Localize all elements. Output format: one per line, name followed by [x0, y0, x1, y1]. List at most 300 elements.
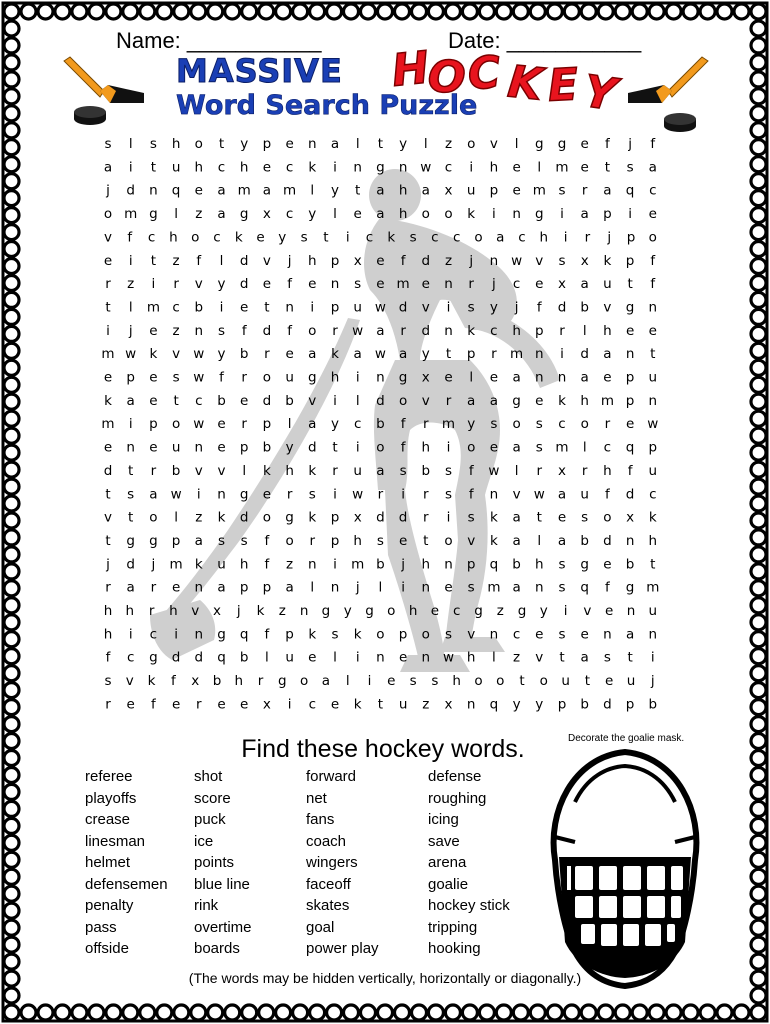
grid-letter: h [489, 159, 499, 176]
border-scallop [683, 1005, 698, 1020]
grid-letter: s [127, 486, 135, 503]
grid-letter: a [398, 346, 408, 363]
border-scallop [157, 1005, 172, 1020]
border-scallop [496, 1005, 511, 1020]
grid-letter: o [444, 533, 453, 549]
grid-letter: p [149, 416, 158, 433]
grid-letter: j [355, 579, 360, 596]
grid-letter: a [217, 579, 226, 596]
grid-letter: k [149, 346, 158, 363]
grid-letter: i [355, 369, 360, 386]
grid-letter: f [468, 462, 474, 479]
grid-letter: c [213, 229, 221, 246]
grid-letter: w [374, 346, 386, 363]
grid-letter: y [308, 206, 317, 223]
grid-letter: c [518, 229, 526, 246]
grid-letter: d [239, 252, 249, 269]
grid-letter: r [148, 603, 155, 619]
grid-letter: g [126, 533, 135, 549]
grid-letter: k [147, 673, 156, 690]
grid-letter: h [171, 136, 181, 152]
word-list-item: score [194, 789, 231, 807]
grid-letter: m [283, 182, 297, 199]
grid-letter: b [376, 416, 385, 433]
grid-letter: d [262, 392, 272, 409]
grid-letter: a [103, 159, 113, 176]
grid-letter: n [421, 649, 431, 666]
border-scallop [4, 937, 19, 952]
grid-letter: u [217, 556, 226, 573]
grid-letter: t [332, 439, 338, 456]
footer-instructions: (The words may be hidden vertically, horizontally or diagonally.) [188, 970, 582, 986]
grid-letter: h [285, 462, 294, 479]
border-scallop [717, 1005, 732, 1020]
grid-letter: k [353, 626, 362, 643]
grid-letter: d [603, 533, 612, 549]
grid-letter: r [423, 509, 429, 526]
grid-letter: n [625, 346, 635, 363]
grid-letter: l [423, 136, 428, 152]
grid-letter: i [563, 603, 568, 619]
border-scallop [293, 1005, 308, 1020]
grid-letter: s [558, 182, 566, 199]
grid-letter: i [128, 416, 133, 433]
grid-letter: o [580, 416, 589, 433]
border-scallop [361, 1005, 376, 1020]
grid-letter: e [353, 206, 362, 223]
grid-letter: j [128, 322, 133, 339]
grid-letter: c [431, 229, 439, 246]
word-list-column-1 [85, 766, 168, 960]
grid-letter: n [330, 276, 340, 293]
border-scallop [751, 1005, 766, 1020]
border-scallop [462, 1005, 477, 1020]
grid-letter: h [421, 439, 431, 456]
grid-letter: d [194, 649, 204, 666]
grid-letter: l [537, 159, 542, 176]
border-scallop [225, 1005, 240, 1020]
grid-letter: u [580, 486, 589, 503]
grid-letter: y [331, 416, 339, 433]
grid-letter: o [103, 206, 113, 223]
grid-letter: d [239, 509, 249, 526]
border-scallop [4, 988, 19, 1003]
grid-letter: i [355, 649, 360, 666]
grid-letter: h [648, 533, 658, 549]
grid-letter: p [262, 136, 272, 152]
grid-letter: a [648, 159, 657, 176]
grid-letter: i [333, 392, 337, 409]
grid-letter: r [173, 276, 179, 293]
grid-letter: h [398, 206, 408, 223]
grid-letter: p [285, 626, 294, 643]
grid-letter: v [421, 299, 430, 316]
grid-letter: p [126, 369, 135, 386]
grid-letter: a [262, 182, 272, 199]
grid-letter: r [581, 462, 588, 479]
grid-letter: k [467, 206, 476, 223]
grid-letter: m [532, 182, 546, 199]
grid-letter: u [398, 696, 408, 713]
grid-letter: o [444, 206, 453, 223]
grid-letter: p [625, 252, 635, 269]
grid-letter: a [126, 392, 135, 409]
grid-letter: c [195, 392, 203, 409]
grid-letter: f [264, 556, 270, 573]
grid-letter: a [376, 462, 385, 479]
grid-letter: j [607, 229, 612, 246]
grid-letter: h [539, 229, 549, 246]
border-scallop [140, 1005, 155, 1020]
grid-letter: l [514, 136, 519, 152]
grid-letter: u [648, 462, 658, 479]
grid-letter: e [217, 696, 226, 713]
grid-letter: d [557, 299, 567, 316]
grid-letter: v [172, 346, 181, 363]
grid-letter: b [239, 649, 249, 666]
grid-letter: i [333, 556, 337, 573]
grid-letter: h [603, 322, 612, 339]
grid-letter: s [104, 673, 112, 690]
grid-letter: m [101, 346, 115, 363]
border-scallop [395, 1005, 410, 1020]
grid-letter: w [193, 416, 205, 433]
grid-letter: r [286, 486, 293, 503]
border-scallop [174, 1005, 189, 1020]
grid-letter: f [468, 486, 474, 503]
grid-letter: s [240, 533, 248, 549]
grid-letter: z [172, 322, 180, 339]
grid-letter: n [444, 322, 453, 339]
grid-letter: v [467, 533, 476, 549]
border-scallop [4, 818, 19, 833]
grid-letter: s [444, 626, 453, 643]
grid-letter: n [489, 626, 499, 643]
grid-letter: g [217, 626, 226, 643]
grid-letter: e [376, 252, 385, 269]
grid-letter: e [217, 439, 226, 456]
title-hockey-letter: Y [580, 66, 620, 121]
border-scallop [4, 784, 19, 799]
grid-letter: r [377, 486, 384, 503]
word-list-item: referee [85, 768, 133, 785]
grid-letter: a [512, 533, 521, 549]
grid-letter: h [239, 159, 249, 176]
grid-letter: e [376, 276, 385, 293]
grid-letter: l [265, 649, 269, 666]
grid-letter: e [285, 136, 294, 152]
grid-letter: a [489, 392, 499, 409]
grid-letter: h [580, 392, 589, 409]
title-hockey-letter: E [546, 59, 580, 112]
grid-letter: s [409, 673, 417, 690]
grid-letter: a [512, 509, 521, 526]
border-scallop [598, 1005, 613, 1020]
grid-letter: d [171, 649, 181, 666]
grid-letter: c [365, 229, 374, 246]
border-scallop [327, 1005, 342, 1020]
border-scallop [4, 1005, 19, 1020]
grid-letter: c [512, 276, 521, 293]
grid-letter: o [603, 509, 612, 526]
grid-letter: l [537, 533, 542, 549]
border-scallop [751, 903, 766, 918]
grid-letter: n [308, 136, 317, 152]
grid-letter: p [330, 252, 340, 269]
grid-letter: u [285, 369, 294, 386]
grid-letter: e [648, 206, 657, 223]
grid-letter: l [469, 369, 474, 386]
border-scallop [344, 1005, 359, 1020]
grid-letter: j [236, 603, 241, 619]
grid-letter: m [351, 556, 365, 573]
grid-letter: e [625, 416, 635, 433]
grid-letter: k [387, 229, 396, 246]
grid-letter: t [323, 229, 329, 246]
grid-letter: z [278, 603, 286, 619]
border-scallop [564, 1005, 579, 1020]
grid-letter: y [331, 182, 339, 199]
grid-letter: w [125, 346, 137, 363]
grid-letter: i [345, 229, 350, 246]
grid-letter: j [287, 252, 292, 269]
grid-letter: a [353, 346, 362, 363]
grid-letter: f [151, 696, 156, 713]
word-list-item: blue line [194, 875, 250, 893]
grid-letter: t [519, 673, 525, 690]
grid-letter: a [557, 486, 567, 503]
grid-letter: e [171, 696, 181, 713]
grid-letter: l [378, 579, 383, 596]
grid-letter: p [398, 626, 408, 643]
grid-letter: i [174, 626, 178, 643]
grid-letter: h [234, 673, 244, 690]
word-list-item: ice [194, 832, 214, 850]
grid-letter: a [149, 486, 158, 503]
grid-letter: f [605, 486, 610, 503]
grid-letter: g [625, 299, 635, 316]
border-scallop [530, 1005, 545, 1020]
grid-letter: j [514, 299, 519, 316]
grid-letter: a [308, 346, 317, 363]
grid-letter: a [496, 229, 505, 246]
word-list-item: offside [85, 940, 129, 957]
grid-letter: g [535, 136, 544, 152]
grid-letter: o [421, 626, 430, 643]
grid-letter: c [149, 626, 158, 643]
grid-letter: b [512, 556, 521, 573]
grid-letter: p [625, 392, 635, 409]
border-scallop [259, 1005, 274, 1020]
border-scallop [4, 869, 19, 884]
grid-letter: m [396, 276, 410, 293]
grid-letter: t [128, 509, 134, 526]
border-scallop [734, 1005, 749, 1020]
grid-letter: e [103, 439, 113, 456]
grid-letter: y [343, 603, 352, 619]
grid-letter: t [650, 346, 656, 363]
grid-letter: m [646, 579, 660, 596]
grid-letter: e [126, 696, 135, 713]
word-list-item: forward [306, 768, 357, 785]
grid-letter: i [650, 649, 655, 666]
grid-letter: y [467, 416, 476, 433]
border-scallop [615, 1005, 630, 1020]
grid-letter: e [149, 439, 158, 456]
grid-letter: h [421, 556, 431, 573]
grid-letter: n [648, 392, 658, 409]
grid-letter: e [171, 579, 181, 596]
grid-letter: r [150, 579, 157, 596]
grid-letter: t [128, 462, 134, 479]
grid-letter: m [441, 416, 456, 433]
grid-letter: f [241, 322, 247, 339]
grid-letter: h [308, 252, 317, 269]
grid-letter: u [285, 649, 294, 666]
grid-letter: e [648, 322, 657, 339]
grid-letter: h [194, 159, 204, 176]
grid-letter: c [172, 299, 180, 316]
grid-letter: t [218, 136, 225, 152]
grid-letter: y [217, 276, 226, 293]
grid-letter: e [603, 369, 612, 386]
grid-letter: a [580, 369, 589, 386]
grid-letter: t [150, 159, 157, 176]
grid-letter: t [559, 649, 565, 666]
grid-letter: n [330, 579, 340, 596]
title-massive: MASSIVE [176, 52, 343, 90]
grid-letter: s [558, 252, 566, 269]
grid-letter: q [489, 556, 499, 573]
border-scallop [4, 801, 19, 816]
grid-letter: k [262, 462, 271, 479]
grid-letter: h [398, 182, 408, 199]
grid-letter: s [603, 649, 611, 666]
grid-letter: s [399, 462, 407, 479]
grid-letter: h [103, 603, 113, 619]
grid-letter: v [104, 229, 112, 246]
grid-letter: u [561, 673, 570, 690]
grid-letter: e [444, 369, 453, 386]
grid-letter: a [580, 276, 589, 293]
title-hockey-letter: O [426, 50, 468, 105]
grid-letter: l [345, 673, 350, 690]
grid-letter: d [398, 509, 408, 526]
grid-letter: o [648, 229, 657, 246]
grid-letter: o [194, 136, 203, 152]
grid-letter: g [535, 206, 544, 223]
grid-letter: a [467, 392, 476, 409]
word-list-item: defense [428, 768, 482, 785]
grid-letter: b [580, 696, 589, 713]
grid-letter: k [308, 626, 317, 643]
grid-letter: f [219, 369, 224, 386]
border-scallop [751, 869, 766, 884]
grid-letter: e [605, 603, 614, 619]
grid-letter: r [105, 276, 111, 293]
title-hockey-letter: H [389, 42, 432, 97]
grid-letter: s [331, 626, 339, 643]
grid-letter: e [103, 369, 113, 386]
grid-letter: e [103, 252, 113, 269]
grid-letter: t [105, 533, 111, 549]
grid-letter: s [467, 509, 475, 526]
grid-letter: i [469, 159, 474, 176]
grid-letter: a [285, 579, 294, 596]
grid-letter: j [628, 136, 632, 152]
border-scallop [428, 1005, 443, 1020]
word-list-column-4 [428, 766, 510, 960]
grid-letter: g [398, 369, 408, 386]
grid-letter: d [308, 439, 317, 456]
grid-letter: n [557, 369, 567, 386]
find-words-title-text: Find these hockey words. [241, 735, 525, 763]
grid-letter: w [533, 486, 545, 503]
grid-letter: f [400, 416, 406, 433]
grid-letter: v [125, 673, 134, 690]
grid-letter: e [149, 322, 158, 339]
border-scallop [479, 1005, 494, 1020]
grid-letter: u [353, 462, 362, 479]
grid-letter: l [174, 509, 178, 526]
grid-letter: r [264, 346, 270, 363]
grid-letter: n [535, 579, 544, 596]
grid-letter: f [287, 276, 292, 293]
grid-letter: e [535, 392, 544, 409]
word-list-item: power play [306, 940, 379, 957]
grid-letter: t [105, 299, 111, 316]
border-scallop [513, 1005, 528, 1020]
word-list-item: points [194, 854, 235, 871]
grid-letter: m [124, 206, 138, 223]
grid-letter: z [127, 276, 135, 293]
grid-letter: z [172, 252, 180, 269]
grid-letter: s [217, 322, 226, 339]
grid-letter: b [421, 462, 431, 479]
grid-letter: u [353, 299, 362, 316]
word-list-item: fans [306, 811, 335, 828]
grid-letter: j [106, 182, 110, 199]
grid-letter: l [287, 416, 292, 433]
grid-letter: c [558, 416, 566, 433]
grid-letter: l [310, 579, 315, 596]
grid-letter: y [539, 603, 548, 619]
grid-letter: n [512, 206, 521, 223]
grid-letter: y [489, 299, 498, 316]
grid-letter: k [603, 252, 612, 269]
grid-letter: j [401, 556, 405, 573]
grid-letter: x [213, 603, 221, 619]
grid-letter: t [445, 346, 452, 363]
grid-letter: x [262, 206, 271, 223]
grid-letter: n [194, 439, 204, 456]
border-scallop [547, 1005, 562, 1020]
grid-letter: p [239, 439, 249, 456]
border-scallop [191, 1005, 206, 1020]
grid-letter: g [512, 392, 521, 409]
grid-letter: o [512, 416, 521, 433]
grid-letter: k [194, 556, 203, 573]
grid-letter: i [492, 206, 496, 223]
grid-letter: j [650, 673, 655, 690]
grid-letter: s [444, 486, 453, 503]
border-scallop [208, 1005, 223, 1020]
grid-letter: k [234, 229, 243, 246]
border-scallop [4, 920, 19, 935]
grid-letter: g [308, 369, 317, 386]
grid-letter: i [560, 206, 564, 223]
grid-letter: m [237, 182, 251, 199]
